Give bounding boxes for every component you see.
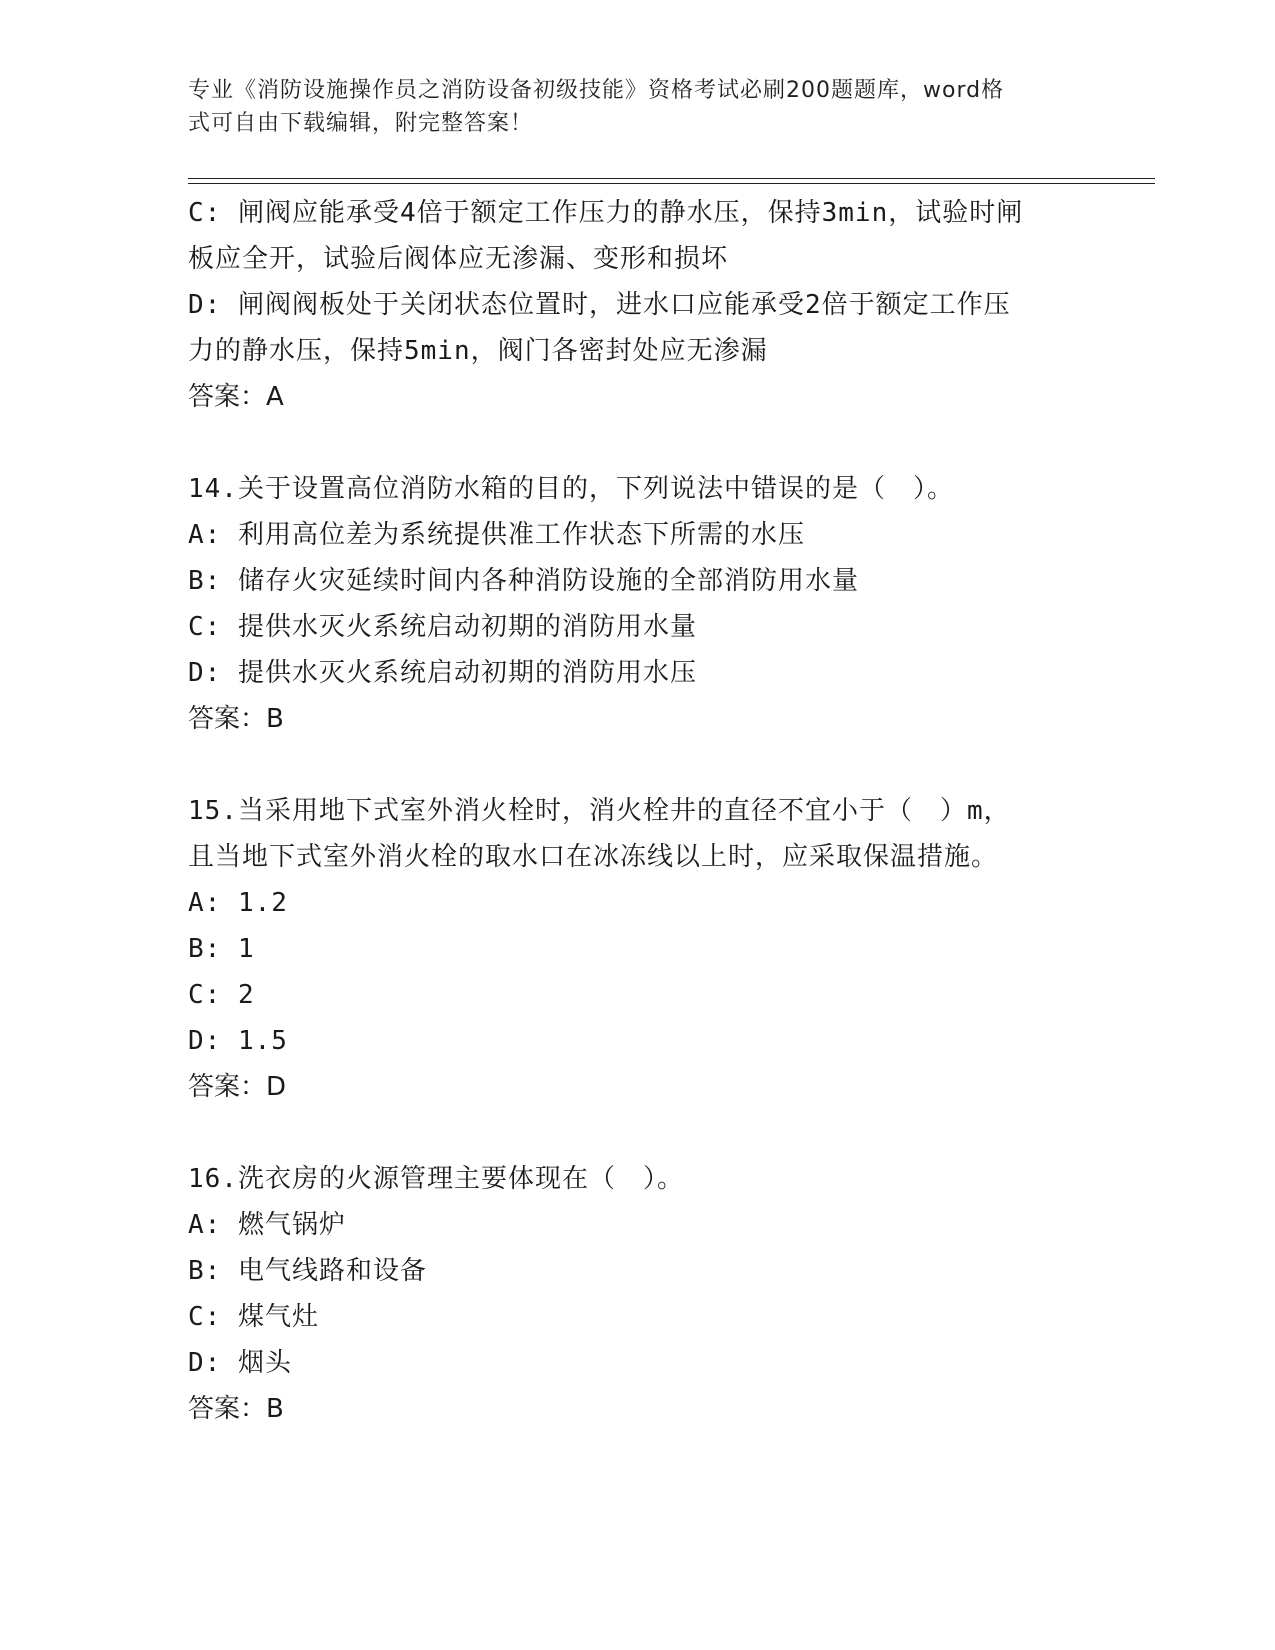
question-14-option-c: C: 提供水灭火系统启动初期的消防用水量 [188,612,697,642]
answer-14: 答案：B [188,704,284,734]
question-16-option-c: C: 煤气灶 [188,1302,319,1332]
header-divider-top [188,178,1155,179]
question-16-stem: 16.洗衣房的火源管理主要体现在（ ）。 [188,1164,684,1194]
question-16 [188,1156,1088,1432]
question-14-option-b: B: 储存火灾延续时间内各种消防设施的全部消防用水量 [188,566,859,596]
header-line-2: 式可自由下载编辑，附完整答案！ [188,111,534,136]
question-16-option-b: B: 电气线路和设备 [188,1256,427,1286]
document-header [188,74,1068,140]
question-16-option-a: A: 燃气锅炉 [188,1210,346,1240]
question-15-option-a: A: 1.2 [188,888,288,918]
answer-16: 答案：B [188,1394,284,1424]
question-14-option-d: D: 提供水灭火系统启动初期的消防用水压 [188,658,697,688]
question-15-stem-line-2: 且当地下式室外消火栓的取水口在冰冻线以上时，应采取保温措施。 [188,842,999,872]
option-c-line-2: 板应全开，试验后阀体应无渗漏、变形和损坏 [188,244,729,274]
answer-13: 答案：A [188,382,284,412]
option-c-line-1: C: 闸阀应能承受4倍于额定工作压力的静水压，保持3min，试验时闸 [188,198,1024,228]
question-14-option-a: A: 利用高位差为系统提供准工作状态下所需的水压 [188,520,805,550]
question-15-option-c: C: 2 [188,980,255,1010]
question-content [188,190,1088,1432]
answer-15: 答案：D [188,1072,287,1102]
question-15-option-d: D: 1.5 [188,1026,288,1056]
question-16-option-d: D: 烟头 [188,1348,292,1378]
question-13-continuation [188,190,1088,420]
question-15-option-b: B: 1 [188,934,255,964]
option-d-line-2: 力的静水压，保持5min，阀门各密封处应无渗漏 [188,336,768,366]
question-15 [188,788,1088,1110]
header-divider-bottom [188,183,1155,184]
question-14 [188,466,1088,742]
question-15-stem-line-1: 15.当采用地下式室外消火栓时，消火栓井的直径不宜小于（ ）m， [188,796,1011,826]
question-14-stem: 14.关于设置高位消防水箱的目的，下列说法中错误的是（ ）。 [188,474,954,504]
option-d-line-1: D: 闸阀阀板处于关闭状态位置时，进水口应能承受2倍于额定工作压 [188,290,1011,320]
header-line-1: 专业《消防设施操作员之消防设备初级技能》资格考试必刷200题题库，word格 [188,78,1005,103]
